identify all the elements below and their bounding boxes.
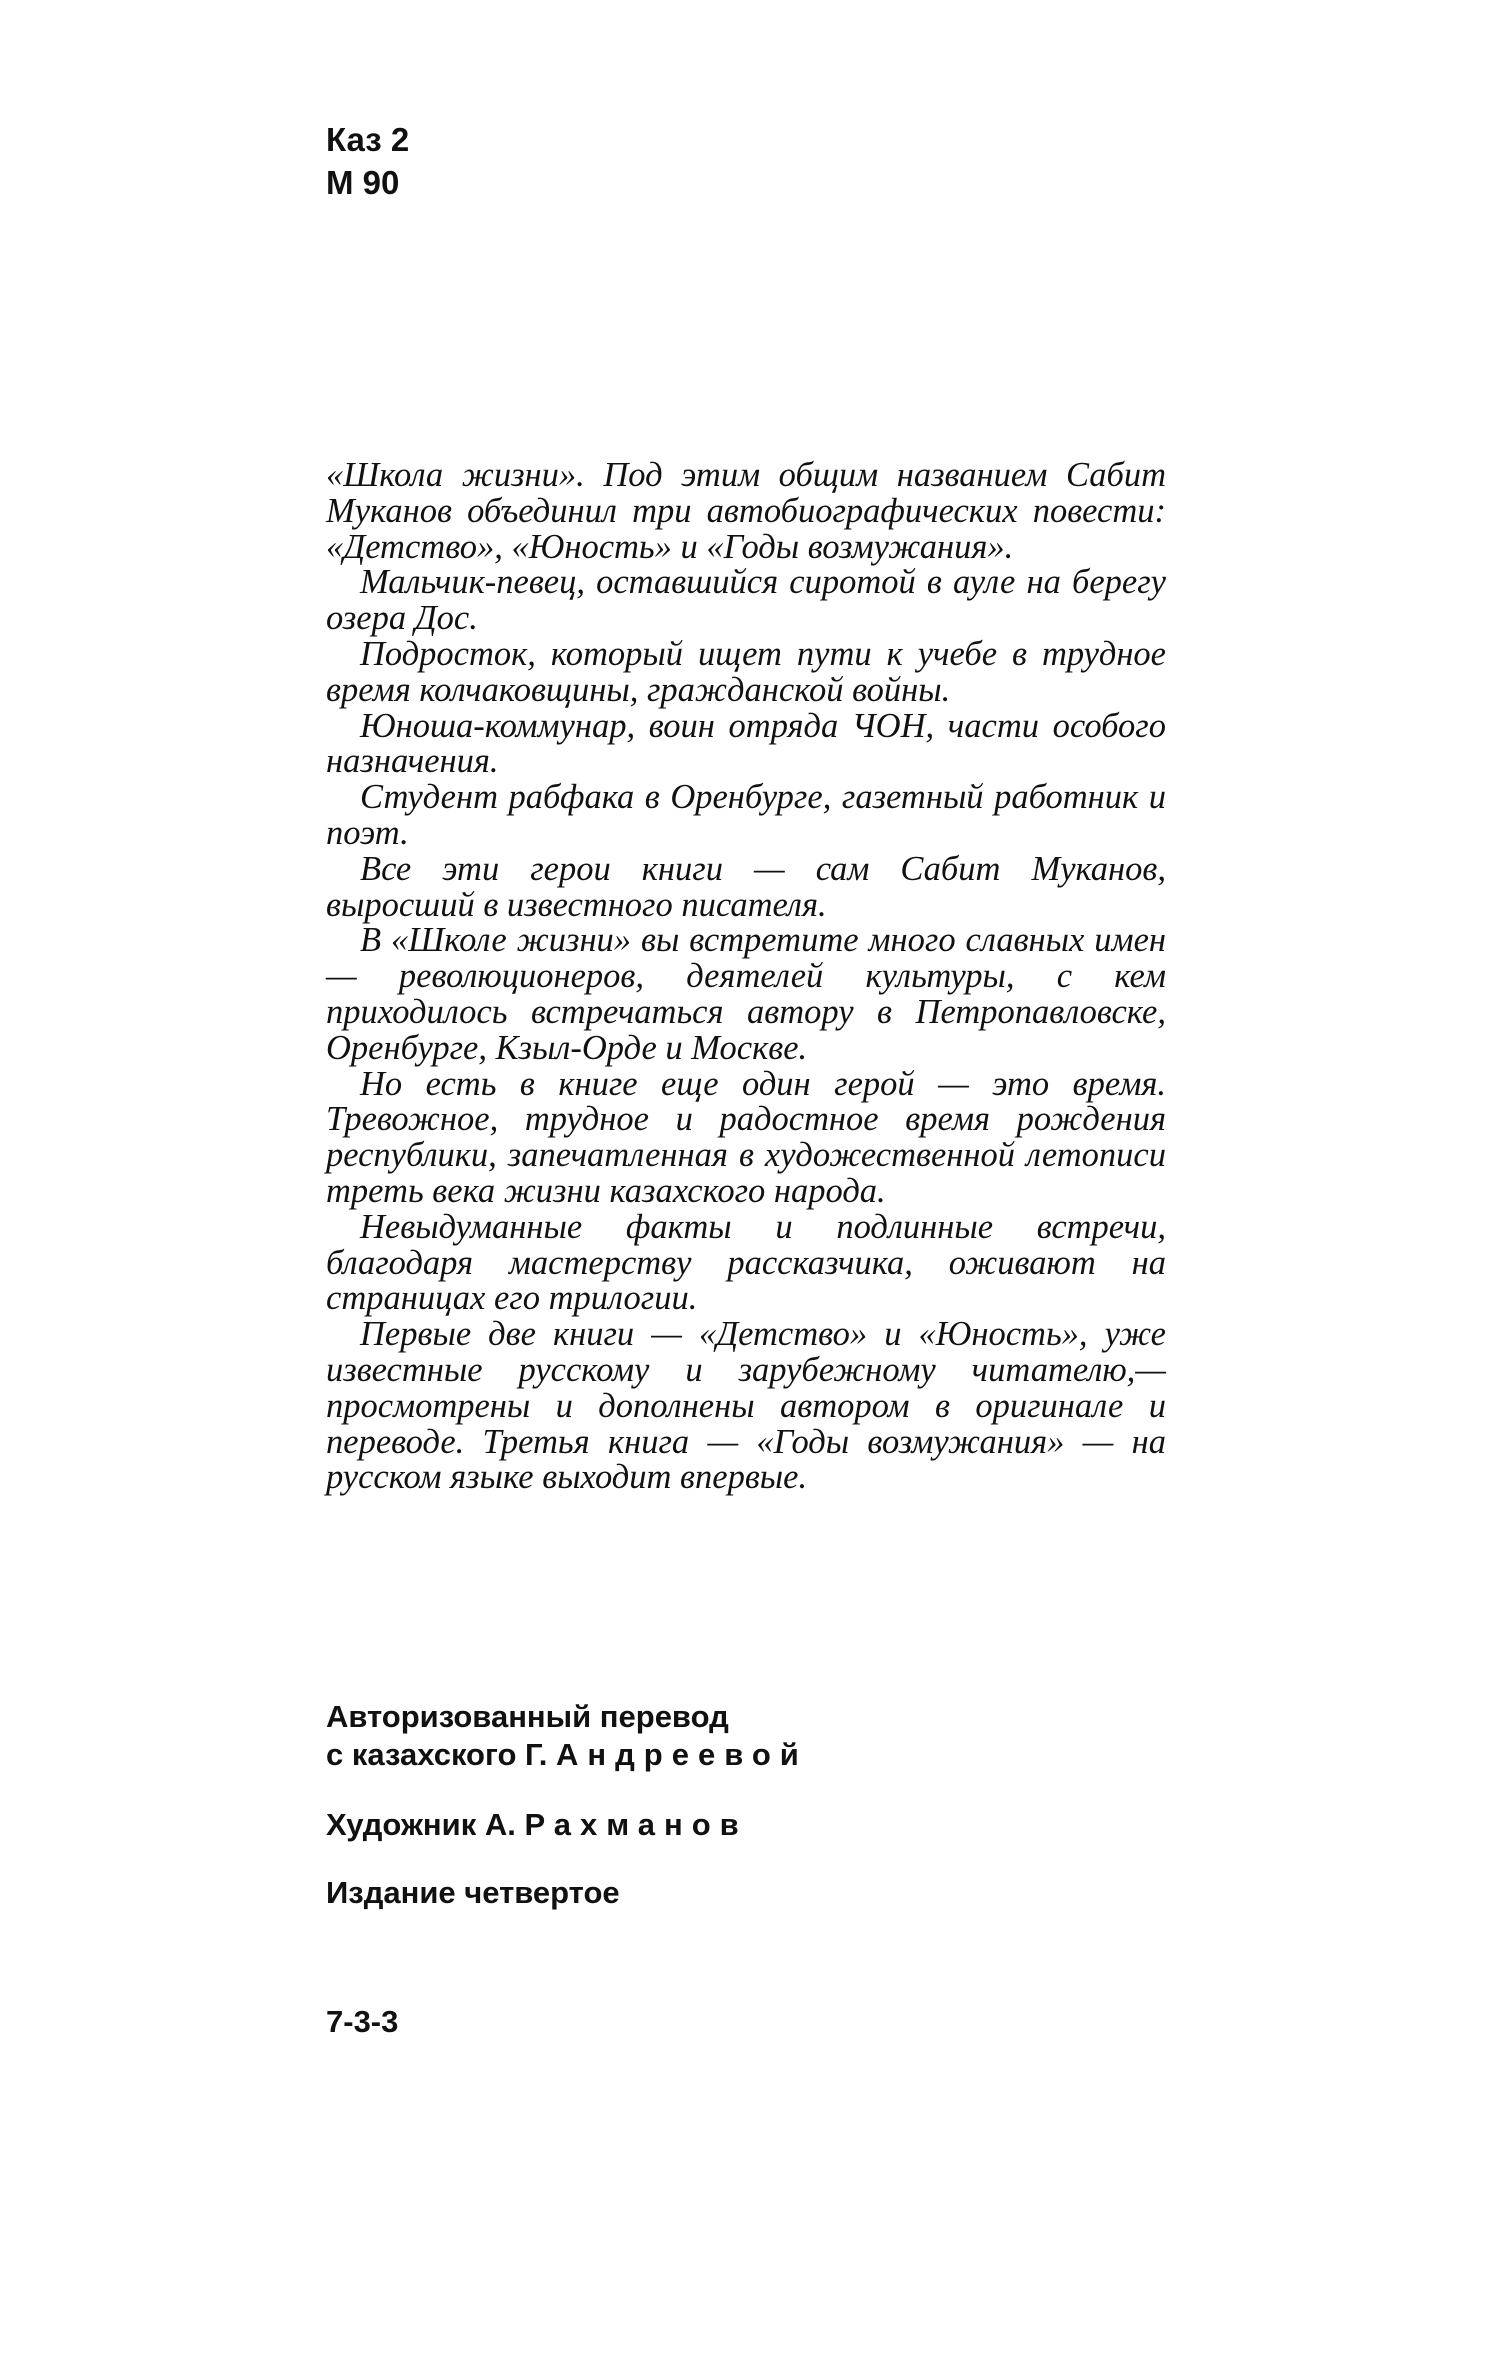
annotation-paragraph: В «Школе жизни» вы встретите много славных имен — революционеров, деятелей культуры, с кем приходилось встречаться автору в Петропавловске, Оренбурге, Кзыл-Орде и Москве. bbox=[326, 921, 1166, 1067]
annotation-paragraph: Студент рабфака в Оренбурге, газетный работник и поэт. bbox=[326, 778, 1166, 852]
annotation-paragraph: Первые две книги — «Детство» и «Юность», уже известные русскому и зарубежному читателю,— просмотрены и дополнены автором в оригинале и переводе. Третья книга — «Годы возмужания» — на русском языке выходит впервые. bbox=[326, 1315, 1166, 1497]
annotation-paragraph: «Школа жизни». Под этим общим названием Сабит Муканов объединил три автобиографических повести: «Детство», «Юность» и «Годы возмужания». bbox=[326, 456, 1166, 566]
translation-credit-line-1: Авторизованный перевод bbox=[326, 1699, 729, 1734]
classification-line-1: Каз 2 bbox=[326, 121, 410, 158]
translator-surname: Андреевой bbox=[555, 1737, 808, 1772]
classification-line-2: М 90 bbox=[326, 164, 400, 201]
annotation-paragraph: Подросток, который ищет пути к учебе в трудное время колчаковщины, гражданской войны. bbox=[326, 634, 1166, 709]
credits-block bbox=[326, 1698, 808, 1944]
annotation-paragraph: Невыдуманные факты и подлинные встречи, благодаря мастерству рассказчика, оживают на страницах его трилогии. bbox=[326, 1207, 1166, 1318]
catalog-code: 7-3-3 bbox=[326, 2004, 399, 2039]
annotation-paragraph: Мальчик-певец, оставшийся сиротой в ауле на берегу озера Дос. bbox=[326, 563, 1166, 638]
artist-credit bbox=[326, 1806, 808, 1844]
translation-credit bbox=[326, 1698, 808, 1774]
annotation-paragraph: Но есть в книге еще один герой — это время. Тревожное, трудное и радостное время рождения республики, запечатленная в художественной летописи треть века жизни казахского народа. bbox=[326, 1064, 1166, 1210]
annotation-paragraph: Юноша-коммунар, воин отряда ЧОН, части особого назначения. bbox=[326, 706, 1166, 781]
translation-credit-prefix: с казахского Г. bbox=[326, 1737, 548, 1772]
book-annotation bbox=[326, 458, 1166, 1496]
library-classification bbox=[326, 118, 409, 204]
edition-note: Издание четвертое bbox=[326, 1875, 620, 1910]
translation-credit-line-2 bbox=[326, 1736, 808, 1774]
annotation-paragraph: Все эти герои книги — сам Сабит Муканов, выросший в известного писателя. bbox=[326, 849, 1166, 924]
artist-surname: Рахманов bbox=[524, 1807, 748, 1842]
artist-credit-prefix: Художник А. bbox=[326, 1807, 516, 1842]
